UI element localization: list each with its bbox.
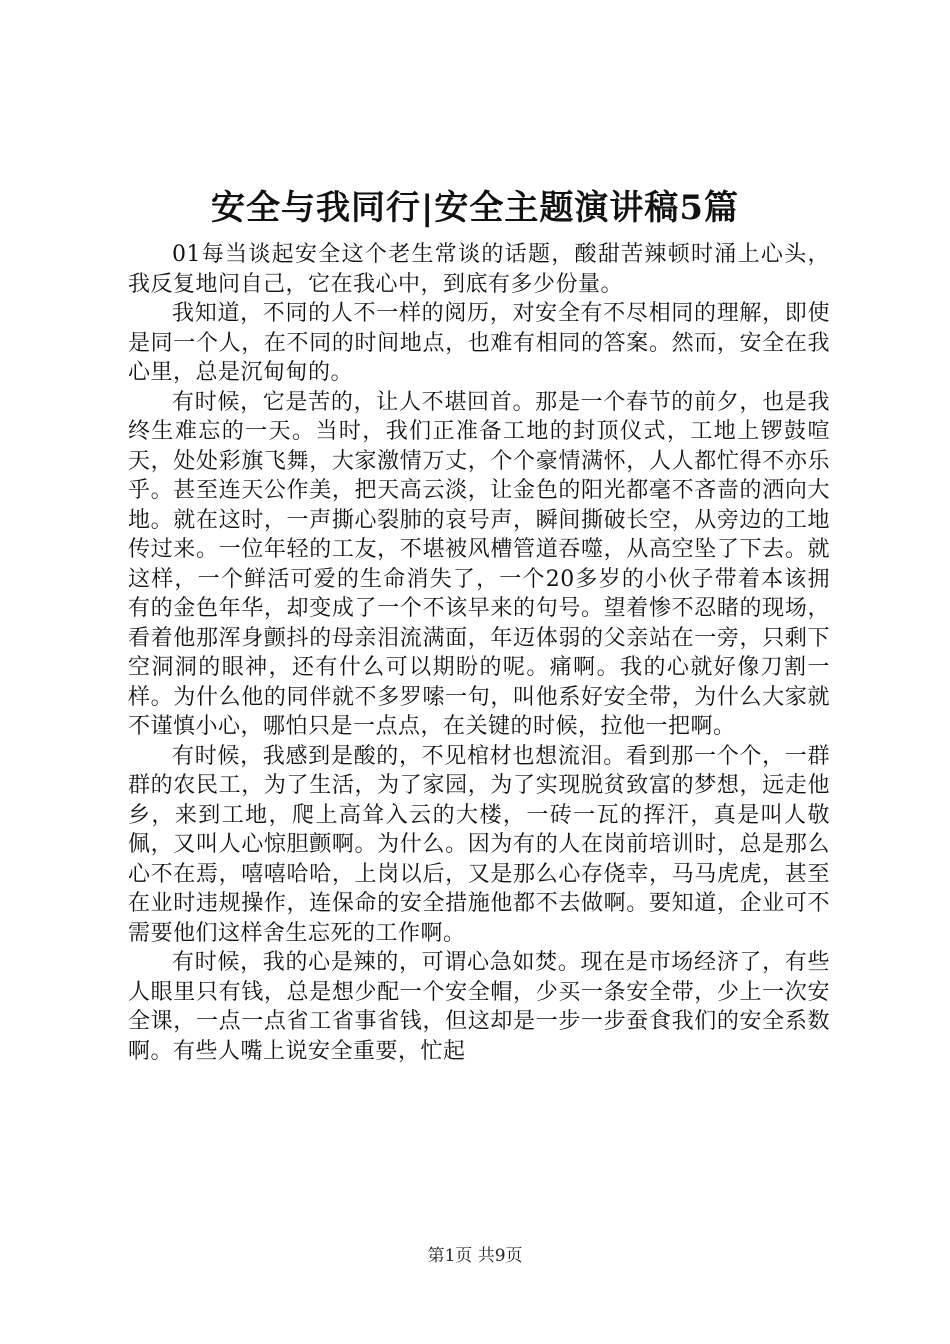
paragraph: 有时候，我的心是辣的，可谓心急如焚。现在是市场经济了，有些人眼里只有钱，总是想少配一个安全帽，少买一条安全带，少上一次安全课，一点一点省工省事省钱，但这却是一步一步蚕食我们的安全系数啊。有些人嘴上说安全重要，忙起 [128, 950, 830, 1064]
paragraph: 我知道，不同的人不一样的阅历，对安全有不尽相同的理解，即使是同一个人，在不同的时间地点，也难有相同的答案。然而，安全在我心里，总是沉甸甸的。 [128, 301, 830, 385]
document-title: 安全与我同行|安全主题演讲稿5篇 [210, 188, 740, 228]
paragraph: 有时候，它是苦的，让人不堪回首。那是一个春节的前夕，也是我终生难忘的一天。当时，我们正准备工地的封顶仪式，工地上锣鼓喧天，处处彩旗飞舞，大家激情万丈，个个豪情满怀，人人都忙得不亦乐乎。甚至连天公作美，把天高云淡，让金色的阳光都毫不吝啬的洒向大地。就在这时，一声撕心裂肺的哀号声，瞬间撕破长空，从旁边的工地传过来。一位年轻的工友，不堪被风槽管道吞噬，从高空坠了下去。就这样，一个鲜活可爱的生命消失了，一个20多岁的小伙子带着本该拥有的金色年华，却变成了一个不该早来的句号。望着惨不忍睹的现场，看着他那浑身颤抖的母亲泪流满面，年迈体弱的父亲站在一旁，只剩下空洞洞的眼神，还有什么可以期盼的呢。痛啊。我的心就好像刀割一样。为什么他的同伴就不多罗嗦一句，叫他系好安全带，为什么大家就不谨慎小心，哪怕只是一点点，在关键的时候，拉他一把啊。 [128, 389, 830, 739]
paragraph: 01每当谈起安全这个老生常谈的话题，酸甜苦辣顿时涌上心头，我反复地问自己，它在我心中，到底有多少份量。 [128, 242, 830, 297]
document-body [128, 240, 830, 1066]
paragraph: 有时候，我感到是酸的，不见棺材也想流泪。看到那一个个，一群群的农民工，为了生活，为了家园，为了实现脱贫致富的梦想，远走他乡，来到工地，爬上高耸入云的大楼，一砖一瓦的挥汗，真是叫人敬佩，又叫人心惊胆颤啊。为什么。因为有的人在岗前培训时，总是那么心不在焉，嘻嘻哈哈，上岗以后，又是那么心存侥幸，马马虎虎，甚至在业时违规操作，连保命的安全措施他都不去做啊。要知道，企业可不需要他们这样舍生忘死的工作啊。 [128, 743, 830, 946]
page-number-footer: 第1页 共9页 [427, 1246, 523, 1266]
